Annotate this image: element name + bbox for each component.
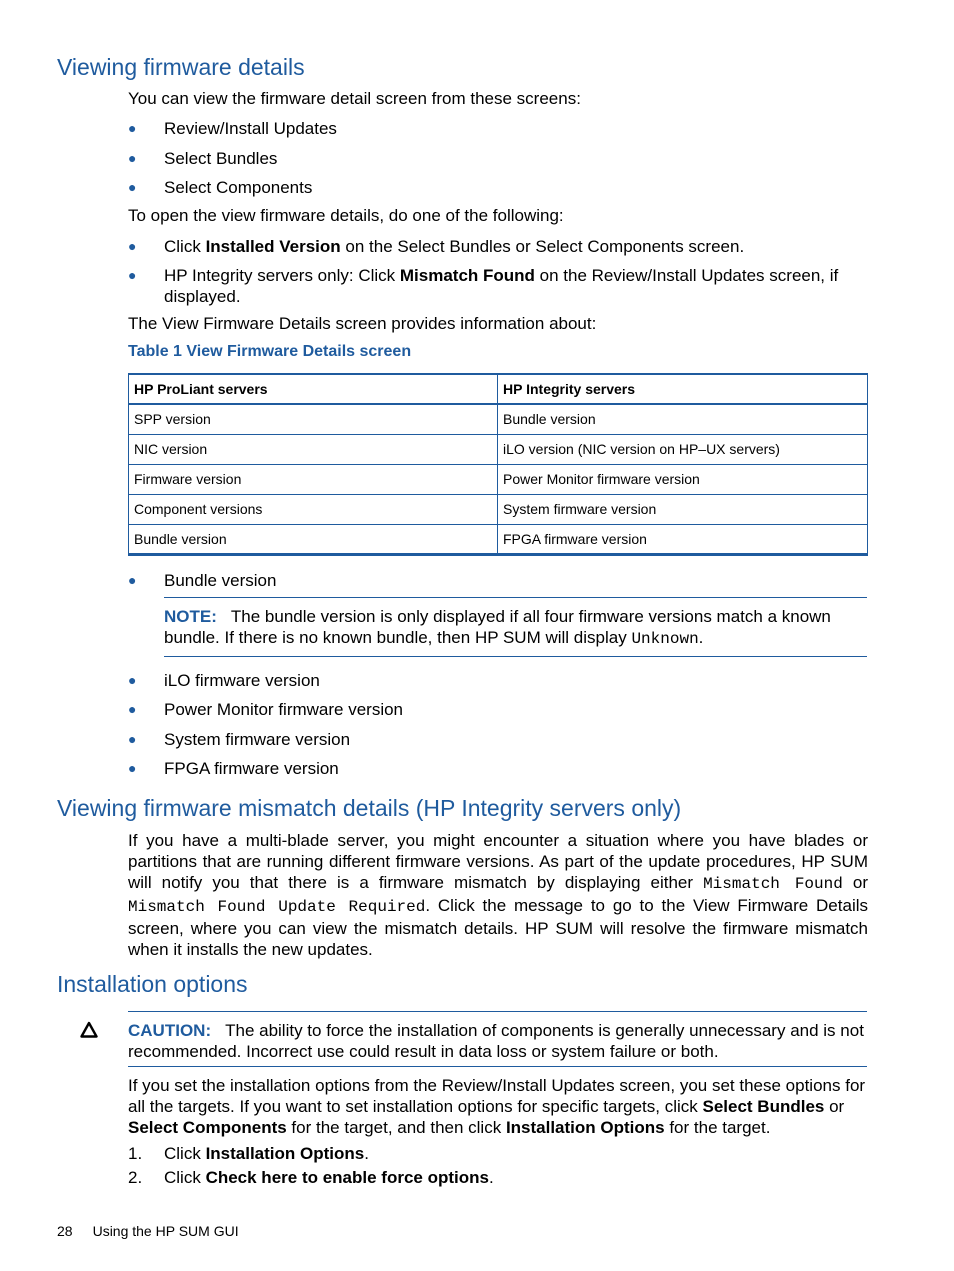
table-cell: Component versions bbox=[129, 494, 498, 524]
table-cell: Bundle version bbox=[129, 524, 498, 554]
provides-paragraph: The View Firmware Details screen provides information about: bbox=[128, 314, 597, 333]
caution-text: The ability to force the installation of components is generally unnecessary and is not recommended. Incorrect use could result in data loss or system failure or both. bbox=[128, 1021, 864, 1061]
warning-icon bbox=[80, 1021, 98, 1039]
table-header-cell: HP Integrity servers bbox=[498, 374, 868, 404]
table-cell: SPP version bbox=[129, 404, 498, 434]
note-label: NOTE: bbox=[164, 607, 217, 626]
section-heading-firmware-details: Viewing firmware details bbox=[57, 54, 305, 80]
open-intro-paragraph: To open the view firmware details, do one of the following: bbox=[128, 206, 564, 225]
table-row bbox=[129, 404, 868, 434]
bullet-icon: ● bbox=[128, 731, 137, 747]
table-row bbox=[129, 494, 868, 524]
bullet-icon: ● bbox=[128, 150, 137, 166]
footer-title: Using the HP SUM GUI bbox=[92, 1223, 239, 1239]
bullet-icon: ● bbox=[128, 760, 137, 776]
bullet-icon: ● bbox=[128, 267, 137, 283]
bullet-icon: ● bbox=[128, 179, 137, 195]
table-cell: System firmware version bbox=[498, 494, 868, 524]
table-header-row bbox=[129, 374, 868, 404]
caution-label: CAUTION: bbox=[128, 1021, 212, 1040]
table-cell: Bundle version bbox=[498, 404, 868, 434]
intro-paragraph: You can view the firmware detail screen from these screens: bbox=[128, 89, 581, 108]
mismatch-paragraph: If you have a multi-blade server, you might encounter a situation where you have blades or partitions that are running different firmware versions. As part of the update procedures, HP SUM will notify you that there is a firmware mismatch by displaying either Mismatch Found or Mismatch Found Update Required. Click the message to go to the View Firmware Details screen, where you can view the mismatch details. HP SUM will resolve the firmware mismatch when it installs the new updates. bbox=[128, 831, 868, 959]
caution-box bbox=[128, 1011, 867, 1067]
bullet-icon: ● bbox=[128, 672, 137, 688]
table-cell: iLO version (NIC version on HP–UX servers) bbox=[498, 434, 868, 464]
mismatch-code: Mismatch Found bbox=[703, 875, 843, 893]
bullet-icon: ● bbox=[128, 572, 137, 588]
table-cell: FPGA firmware version bbox=[498, 524, 868, 554]
page-number: 28 bbox=[57, 1223, 73, 1239]
table-header-cell: HP ProLiant servers bbox=[129, 374, 498, 404]
page-footer bbox=[57, 1223, 239, 1239]
section-heading-installation-options: Installation options bbox=[57, 971, 248, 997]
table-row bbox=[129, 464, 868, 494]
table-cell: NIC version bbox=[129, 434, 498, 464]
installation-paragraph: If you set the installation options from the Review/Install Updates screen, you set these options for all the targets. If you want to set installation options for specific targets, click Select Bundles or Select Components for the target, and then click Installation Options for the target. bbox=[128, 1076, 866, 1137]
table-row bbox=[129, 434, 868, 464]
bullet-icon: ● bbox=[128, 701, 137, 717]
note-box: NOTE: The bundle version is only displayed if all four firmware versions match a known bundle. If there is no known bundle, then HP SUM will display Unknown. bbox=[164, 597, 867, 657]
mismatch-required-code: Mismatch Found Update Required bbox=[128, 898, 426, 916]
table-caption: Table 1 View Firmware Details screen bbox=[128, 343, 412, 360]
section-heading-mismatch-details: Viewing firmware mismatch details (HP Integrity servers only) bbox=[57, 795, 682, 821]
table-row bbox=[129, 524, 868, 554]
bullet-icon: ● bbox=[128, 120, 137, 136]
note-text: The bundle version is only displayed if all four firmware versions match a known bundle. If there is no known bundle, then HP SUM will display bbox=[164, 607, 831, 647]
note-code: Unknown bbox=[631, 630, 699, 648]
firmware-details-table bbox=[128, 373, 868, 556]
bullet-icon: ● bbox=[128, 238, 137, 254]
table-cell: Power Monitor firmware version bbox=[498, 464, 868, 494]
table-cell: Firmware version bbox=[129, 464, 498, 494]
document-page: Viewing firmware details You can view the firmware detail screen from these screens: ● Review/Install Updates ● Select Bundles ● Select Components To open the view firmware details, do one of the following: ● Click Installed Version on the Select Bundles or Select Components screen. ● HP Integrity servers only: Click Mismatch Found on the Review/Install Updates screen, if displayed. The View Firmware Details screen provides information about: Table 1 View Firmware Details screen HP ProLiant servers HP Integrity servers SPP version Bundle version NIC version iLO version (NIC version on HP–UX servers) Firmware version Power Monitor firmware version Component versions System firmware version Bundle version FPGA firmware version ● Bundle version NOTE: The bundle version is only displayed if all four firmware versions match a known bundle. If there is no known bundle, then HP SUM will display Unknown. ● iLO firmware version ● Power Monitor firmware version ● System firmware version ● FPGA firmware version Viewing firmware mismatch details (HP Integrity servers only) If you have a multi-blade server, you might encounter a situation where you have blades or partitions that are running different firmware versions. As part of the update procedures, HP SUM will notify you that there is a firmware mismatch by displaying either Mismatch Found or Mismatch Found Update Required. Click the message to go to the View Firmware Details screen, where you can view the mismatch details. HP SUM will resolve the firmware mismatch when it installs the new updates. Installation options CAUTION: The ability to force the installation of components is generally unnecessary and is not recommended. Incorrect use could result in data loss or system failure or both. If you set the installation options from the Review/Install Updates screen, you set these options for all the targets. If you want to set installation options for specific targets, click Select Bundles or Select Components for the target, and then click Installation Options for the target. 1. Click Installation Options. 2. Click Check here to enable force options. 28 Using the HP SUM GUI bbox=[57, 54, 868, 1239]
